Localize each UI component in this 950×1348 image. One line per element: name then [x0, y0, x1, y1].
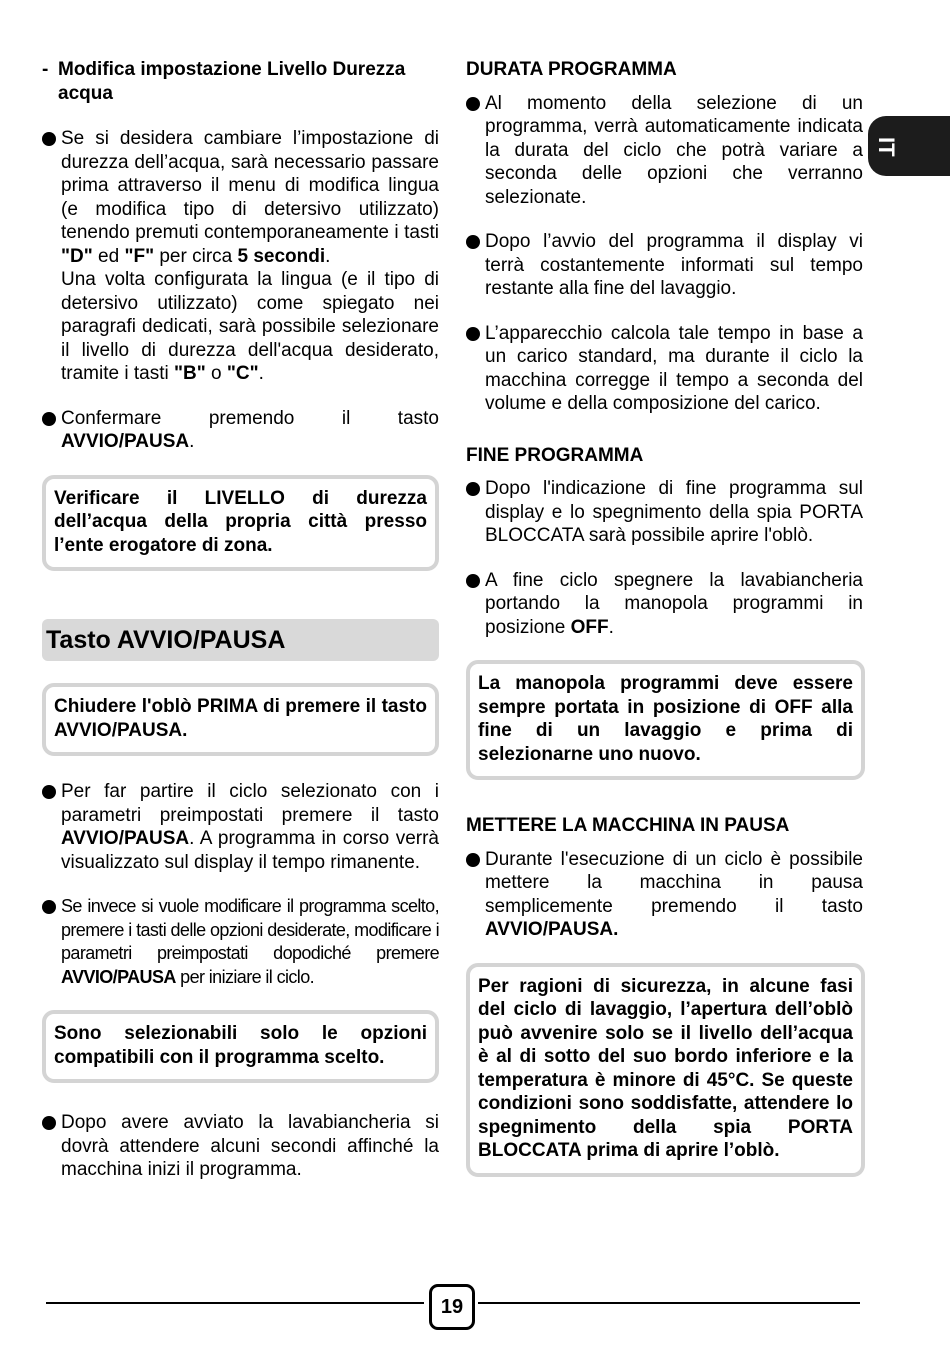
- bullet-icon: [466, 235, 480, 249]
- note-box: La manopola programmi deve essere sempre portata in posizione di OFF alla fine di un lavaggio e prima di selezionarne uno nuovo.: [466, 660, 865, 780]
- footer-rule-left: [46, 1302, 424, 1304]
- note-box: Per ragioni di sicurezza, in alcune fasi del ciclo di lavaggio, l’apertura dell’oblò può avvenire solo se il livello dell’acqua è al di sotto del suo bordo inferiore e la temperatura è minore di 45°C. Se queste condizioni sono soddisfatte, attendere lo spegnimento della spia PORTA BLOCCATA prima di aprire l’oblò.: [466, 963, 865, 1177]
- heading-dash: -: [42, 59, 49, 80]
- bullet-icon: [42, 1116, 56, 1130]
- language-tab-label: IT: [873, 136, 899, 157]
- hardness-setting-heading: [42, 58, 439, 105]
- footer-rule-right: [478, 1302, 860, 1304]
- page-number: 19: [429, 1284, 475, 1330]
- bullet-icon: [42, 900, 56, 914]
- bullet-icon: [42, 785, 56, 799]
- durata-heading: DURATA PROGRAMMA: [466, 59, 677, 80]
- language-tab: [868, 116, 950, 176]
- bullet-icon: [42, 412, 56, 426]
- bullet-icon: [466, 327, 480, 341]
- paragraph: Una volta configurata la lingua (e il tipo di detersivo utilizzato) come spiegato nei paragrafi dedicati, sarà possibile selezionare il livello di durezza dell'acqua desiderato, tramite i tasti "B" o "C".: [61, 269, 439, 384]
- right-column: [466, 58, 863, 1177]
- list-item: Se invece si vuole modificare il programma scelto, premere i tasti delle opzioni desiderate, modificare i parametri preimpostati dopodiché premere AVVIO/PAUSA per iniziare il ciclo.: [42, 895, 439, 989]
- list-item: Dopo l'indicazione di fine programma sul display e lo spegnimento della spia PORTA BLOCCATA sarà possibile aprire l'oblò.: [466, 477, 863, 548]
- bullet-icon: [42, 132, 56, 146]
- left-column: [42, 58, 439, 1203]
- note-box: Verificare il LIVELLO di durezza dell’acqua della propria città presso l’ente erogatore di zona.: [42, 475, 439, 572]
- list-item: Confermare premendo il tasto AVVIO/PAUSA.: [42, 407, 439, 454]
- list-item: Al momento della selezione di un programma, verrà automaticamente indicata la durata del ciclo che potrà variare a seconda delle opzioni che verranno selezionate.: [466, 92, 863, 210]
- list-item: Per far partire il ciclo selezionato con i parametri preimpostati premere il tasto AVVIO/PAUSA. A programma in corso verrà visualizzato sul display il tempo rimanente.: [42, 780, 439, 874]
- list-item: Dopo avere avviato la lavabiancheria si dovrà attendere alcuni secondi affinché la macchina inizi il programma.: [42, 1111, 439, 1182]
- bullet-icon: [466, 574, 480, 588]
- list-item: A fine ciclo spegnere la lavabiancheria portando la manopola programmi in posizione OFF.: [466, 569, 863, 640]
- list-item: L’apparecchio calcola tale tempo in base a un carico standard, ma durante il ciclo la macchina corregge il tempo a seconda del volume e della composizione del carico.: [466, 322, 863, 416]
- bullet-icon: [466, 853, 480, 867]
- list-item: [42, 127, 439, 386]
- bullet-icon: [466, 97, 480, 111]
- note-box: Chiudere l'oblò PRIMA di premere il tasto AVVIO/PAUSA.: [42, 683, 439, 756]
- heading-text: Modifica impostazione Livello Durezza acqua: [58, 59, 406, 104]
- list-item: Dopo l’avvio del programma il display vi terrà costantemente informati sul tempo restante alla fine del lavaggio.: [466, 230, 863, 301]
- bullet-icon: [466, 482, 480, 496]
- section-title: Tasto AVVIO/PAUSA: [42, 619, 439, 661]
- note-box: Sono selezionabili solo le opzioni compatibili con il programma scelto.: [42, 1010, 439, 1083]
- fine-heading: FINE PROGRAMMA: [466, 444, 644, 466]
- paragraph: Se si desidera cambiare l’impostazione di durezza dell’acqua, sarà necessario passare prima attraverso il menu di modifica lingua (e modifica tipo di detersivo utilizzato) tenendo premuti contemporaneamente i tasti "D" ed "F" per circa 5 secondi.: [61, 128, 439, 267]
- pausa-heading: METTERE LA MACCHINA IN PAUSA: [466, 815, 790, 836]
- list-item: Durante l'esecuzione di un ciclo è possibile mettere la macchina in pausa semplicemente premendo il tasto AVVIO/PAUSA.: [466, 848, 863, 942]
